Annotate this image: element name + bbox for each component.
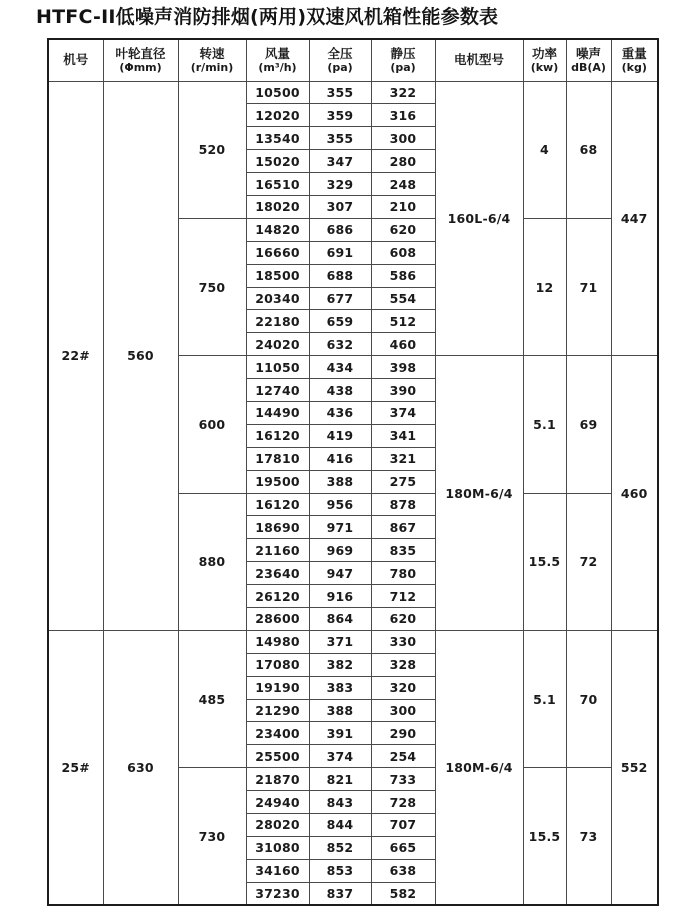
column-header-weight <box>611 39 658 81</box>
airflow-cell: 24020 <box>246 333 309 356</box>
motor-model-cell: 160L-6/4 <box>435 81 523 356</box>
speed-cell: 880 <box>178 493 246 630</box>
static-pressure-cell: 712 <box>371 585 435 608</box>
weight-cell: 447 <box>611 81 658 356</box>
static-pressure-cell: 210 <box>371 195 435 218</box>
static-pressure-cell: 398 <box>371 356 435 379</box>
total-pressure-cell: 355 <box>309 127 371 150</box>
static-pressure-cell: 300 <box>371 699 435 722</box>
total-pressure-cell: 391 <box>309 722 371 745</box>
column-label: 叶轮直径 <box>115 45 166 61</box>
airflow-cell: 20340 <box>246 287 309 310</box>
column-header-impeller-diameter <box>103 39 178 81</box>
static-pressure-cell: 330 <box>371 630 435 653</box>
header-row <box>48 39 658 81</box>
total-pressure-cell: 382 <box>309 653 371 676</box>
airflow-cell: 18500 <box>246 264 309 287</box>
static-pressure-cell: 321 <box>371 447 435 470</box>
static-pressure-cell: 341 <box>371 424 435 447</box>
column-label: 全压 <box>327 45 353 61</box>
airflow-cell: 14490 <box>246 401 309 424</box>
airflow-cell: 12740 <box>246 379 309 402</box>
airflow-cell: 24940 <box>246 791 309 814</box>
weight-cell: 460 <box>611 356 658 631</box>
static-pressure-cell: 316 <box>371 104 435 127</box>
airflow-cell: 26120 <box>246 585 309 608</box>
airflow-cell: 12020 <box>246 104 309 127</box>
static-pressure-cell: 300 <box>371 127 435 150</box>
column-label: 功率 <box>531 45 557 61</box>
airflow-cell: 23400 <box>246 722 309 745</box>
total-pressure-cell: 971 <box>309 516 371 539</box>
speed-cell: 730 <box>178 768 246 905</box>
static-pressure-cell: 620 <box>371 218 435 241</box>
static-pressure-cell: 512 <box>371 310 435 333</box>
airflow-cell: 14820 <box>246 218 309 241</box>
motor-model-cell: 180M-6/4 <box>435 630 523 905</box>
column-label: 重量 <box>621 45 647 61</box>
page-title: HTFC-II低噪声消防排烟(两用)双速风机箱性能参数表 <box>36 6 499 28</box>
column-header-static-pressure <box>371 39 435 81</box>
total-pressure-cell: 355 <box>309 81 371 104</box>
impeller-diameter-cell: 560 <box>103 81 178 630</box>
speed-cell: 485 <box>178 630 246 767</box>
total-pressure-cell: 374 <box>309 745 371 768</box>
column-header-power <box>523 39 566 81</box>
airflow-cell: 18690 <box>246 516 309 539</box>
static-pressure-cell: 374 <box>371 401 435 424</box>
column-unit: (kw) <box>530 61 559 75</box>
static-pressure-cell: 582 <box>371 882 435 905</box>
total-pressure-cell: 388 <box>309 699 371 722</box>
airflow-cell: 18020 <box>246 195 309 218</box>
total-pressure-cell: 844 <box>309 814 371 837</box>
total-pressure-cell: 347 <box>309 150 371 173</box>
total-pressure-cell: 843 <box>309 791 371 814</box>
static-pressure-cell: 780 <box>371 562 435 585</box>
airflow-cell: 16120 <box>246 493 309 516</box>
column-unit: (r/min) <box>190 61 234 75</box>
airflow-cell: 21290 <box>246 699 309 722</box>
noise-cell: 69 <box>566 356 611 493</box>
column-label: 电机型号 <box>453 52 504 68</box>
static-pressure-cell: 608 <box>371 241 435 264</box>
total-pressure-cell: 837 <box>309 882 371 905</box>
column-header-airflow <box>246 39 309 81</box>
total-pressure-cell: 969 <box>309 539 371 562</box>
total-pressure-cell: 956 <box>309 493 371 516</box>
noise-cell: 73 <box>566 768 611 905</box>
column-label: 机号 <box>63 52 89 68</box>
static-pressure-cell: 248 <box>371 173 435 196</box>
column-label: 转速 <box>199 45 225 61</box>
power-cell: 4 <box>523 81 566 218</box>
column-label: 静压 <box>390 45 416 61</box>
column-header-speed <box>178 39 246 81</box>
static-pressure-cell: 707 <box>371 814 435 837</box>
airflow-cell: 16510 <box>246 173 309 196</box>
noise-cell: 72 <box>566 493 611 630</box>
airflow-cell: 22180 <box>246 310 309 333</box>
airflow-cell: 23640 <box>246 562 309 585</box>
noise-cell: 71 <box>566 218 611 355</box>
airflow-cell: 10500 <box>246 81 309 104</box>
airflow-cell: 37230 <box>246 882 309 905</box>
power-cell: 12 <box>523 218 566 355</box>
total-pressure-cell: 916 <box>309 585 371 608</box>
power-cell: 5.1 <box>523 630 566 767</box>
machine-no-cell: 22# <box>48 81 103 630</box>
airflow-cell: 16120 <box>246 424 309 447</box>
static-pressure-cell: 638 <box>371 859 435 882</box>
column-header-noise <box>566 39 611 81</box>
static-pressure-cell: 728 <box>371 791 435 814</box>
machine-no-cell: 25# <box>48 630 103 905</box>
column-unit: dB(A) <box>571 61 606 75</box>
column-unit: (pa) <box>327 61 353 75</box>
total-pressure-cell: 947 <box>309 562 371 585</box>
total-pressure-cell: 821 <box>309 768 371 791</box>
weight-cell: 552 <box>611 630 658 905</box>
column-header-total-pressure <box>309 39 371 81</box>
total-pressure-cell: 436 <box>309 401 371 424</box>
power-cell: 5.1 <box>523 356 566 493</box>
column-unit: (Φmm) <box>119 61 162 75</box>
airflow-cell: 25500 <box>246 745 309 768</box>
static-pressure-cell: 665 <box>371 836 435 859</box>
static-pressure-cell: 290 <box>371 722 435 745</box>
power-cell: 15.5 <box>523 768 566 905</box>
airflow-cell: 17810 <box>246 447 309 470</box>
column-label: 噪声 <box>575 45 601 61</box>
column-label: 风量 <box>264 45 290 61</box>
static-pressure-cell: 280 <box>371 150 435 173</box>
static-pressure-cell: 554 <box>371 287 435 310</box>
total-pressure-cell: 383 <box>309 676 371 699</box>
static-pressure-cell: 867 <box>371 516 435 539</box>
total-pressure-cell: 434 <box>309 356 371 379</box>
airflow-cell: 21870 <box>246 768 309 791</box>
total-pressure-cell: 852 <box>309 836 371 859</box>
airflow-cell: 19190 <box>246 676 309 699</box>
static-pressure-cell: 878 <box>371 493 435 516</box>
column-unit: (m³/h) <box>258 61 297 75</box>
static-pressure-cell: 620 <box>371 607 435 630</box>
airflow-cell: 14980 <box>246 630 309 653</box>
static-pressure-cell: 322 <box>371 81 435 104</box>
total-pressure-cell: 307 <box>309 195 371 218</box>
column-header-machine-no <box>48 39 103 81</box>
static-pressure-cell: 390 <box>371 379 435 402</box>
airflow-cell: 16660 <box>246 241 309 264</box>
total-pressure-cell: 659 <box>309 310 371 333</box>
airflow-cell: 34160 <box>246 859 309 882</box>
column-unit: (kg) <box>621 61 647 75</box>
total-pressure-cell: 388 <box>309 470 371 493</box>
table-body <box>48 81 658 905</box>
airflow-cell: 13540 <box>246 127 309 150</box>
table-row <box>48 81 658 104</box>
table-row <box>48 630 658 653</box>
airflow-cell: 21160 <box>246 539 309 562</box>
total-pressure-cell: 359 <box>309 104 371 127</box>
static-pressure-cell: 320 <box>371 676 435 699</box>
column-unit: (pa) <box>390 61 416 75</box>
spec-table <box>47 38 659 906</box>
static-pressure-cell: 328 <box>371 653 435 676</box>
static-pressure-cell: 275 <box>371 470 435 493</box>
total-pressure-cell: 688 <box>309 264 371 287</box>
total-pressure-cell: 419 <box>309 424 371 447</box>
airflow-cell: 17080 <box>246 653 309 676</box>
airflow-cell: 28020 <box>246 814 309 837</box>
static-pressure-cell: 835 <box>371 539 435 562</box>
total-pressure-cell: 632 <box>309 333 371 356</box>
total-pressure-cell: 686 <box>309 218 371 241</box>
impeller-diameter-cell: 630 <box>103 630 178 905</box>
power-cell: 15.5 <box>523 493 566 630</box>
airflow-cell: 11050 <box>246 356 309 379</box>
total-pressure-cell: 677 <box>309 287 371 310</box>
airflow-cell: 28600 <box>246 607 309 630</box>
total-pressure-cell: 691 <box>309 241 371 264</box>
table-header <box>48 39 658 81</box>
airflow-cell: 31080 <box>246 836 309 859</box>
motor-model-cell: 180M-6/4 <box>435 356 523 631</box>
noise-cell: 70 <box>566 630 611 767</box>
column-header-motor-model <box>435 39 523 81</box>
speed-cell: 520 <box>178 81 246 218</box>
speed-cell: 600 <box>178 356 246 493</box>
total-pressure-cell: 329 <box>309 173 371 196</box>
static-pressure-cell: 460 <box>371 333 435 356</box>
total-pressure-cell: 853 <box>309 859 371 882</box>
airflow-cell: 19500 <box>246 470 309 493</box>
noise-cell: 68 <box>566 81 611 218</box>
total-pressure-cell: 864 <box>309 607 371 630</box>
static-pressure-cell: 586 <box>371 264 435 287</box>
total-pressure-cell: 371 <box>309 630 371 653</box>
static-pressure-cell: 254 <box>371 745 435 768</box>
speed-cell: 750 <box>178 218 246 355</box>
airflow-cell: 15020 <box>246 150 309 173</box>
total-pressure-cell: 416 <box>309 447 371 470</box>
total-pressure-cell: 438 <box>309 379 371 402</box>
static-pressure-cell: 733 <box>371 768 435 791</box>
